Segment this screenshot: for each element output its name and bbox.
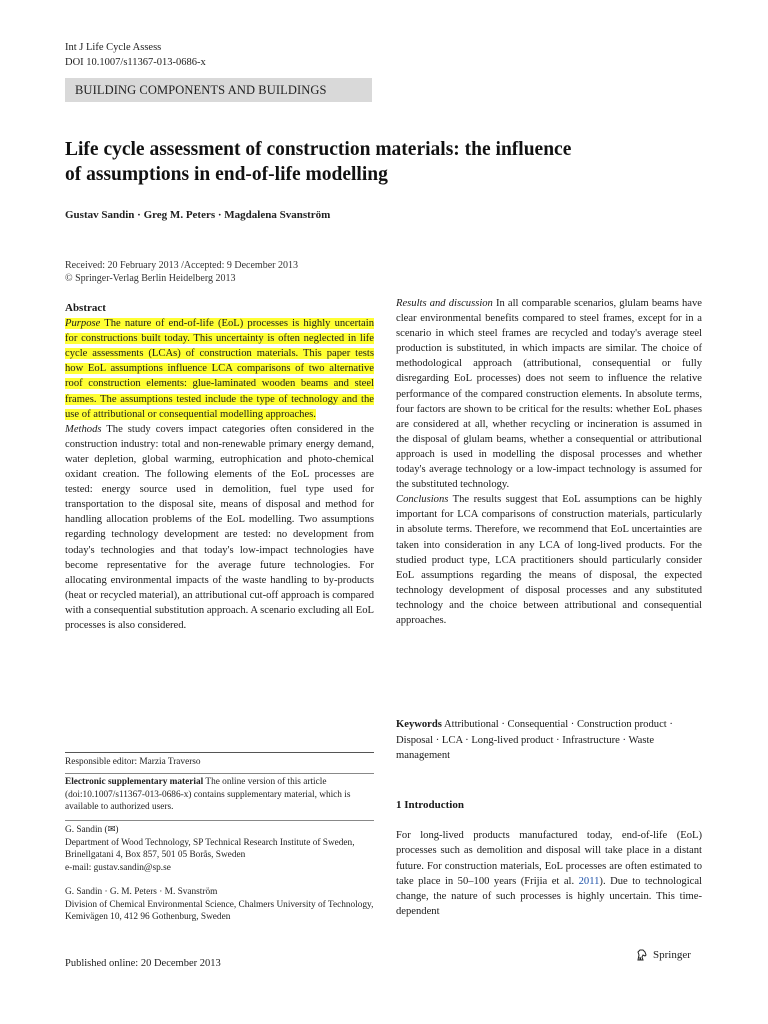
footnote-divider-2	[65, 773, 374, 774]
keywords-text: Attributional · Consequential · Construction product · Disposal · LCA · Long-lived product · Infrastructure · Waste management	[396, 719, 673, 761]
abstract-methods	[65, 422, 374, 633]
affil1-dept: Department of Wood Technology, SP Technical Research Institute of Sweden, Brinellgatani 4, Box 857, 501 05 Borås, Sweden	[65, 837, 355, 860]
affil2-dept: Division of Chemical Environmental Science, Chalmers University of Technology, Kemivägen 10, 412 96 Gothenburg, Sweden	[65, 899, 374, 922]
intro-paragraph	[396, 828, 702, 920]
abstract-purpose	[65, 316, 374, 422]
abstract-conclusions	[396, 492, 702, 628]
left-column	[65, 301, 374, 633]
intro-text-2: ). Due to technological change, the nature of such processes is highly uncertain. This time-dependent	[396, 875, 702, 918]
publisher-mark	[635, 948, 691, 962]
published-date: Published online: 20 December 2013	[65, 958, 221, 969]
abstract-results	[396, 296, 702, 492]
citation-link[interactable]: 2011	[578, 875, 600, 887]
affiliation-2	[65, 886, 374, 924]
esm-text: The online version of this article (doi:10.1007/s11367-013-0686-x) contains supplementary material, which is available to authorized users.	[65, 777, 351, 812]
esm-label: Electronic supplementary material	[65, 777, 204, 787]
methods-text: The study covers impact categories often considered in the construction industry: total and non-renewable primary energy demand, water depletion, global warming, eutrophication and photo-chemical oxidant creation. The following elements of the EoL processes are tested: energy source used in demolition, fuel type used for transportation to the disposal site, means of disposal and method for handling allocation problems of the EoL modelling. Two assumptions regarding technology development are tested: no development from today's technologies and that today's low-impact technologies have become representative for the average future technologies. For allocating environmental impacts of the waste handling to by-products (heat or recycled material), an attributional cut-off approach is compared with a consequential substitution approach. A scenario excluding all EoL processes is also considered.	[65, 423, 374, 631]
title-line-1: Life cycle assessment of construction materials: the influence	[65, 139, 572, 160]
conclusions-label: Conclusions	[396, 494, 449, 506]
affil1-email[interactable]: e-mail: gustav.sandin@sp.se	[65, 862, 171, 873]
affil1-name: G. Sandin (✉)	[65, 825, 119, 835]
purpose-label: Purpose	[65, 318, 101, 330]
title-line-2: of assumptions in end-of-life modelling	[65, 164, 388, 185]
journal-name: Int J Life Cycle Assess	[65, 42, 162, 53]
section-banner: BUILDING COMPONENTS AND BUILDINGS	[65, 78, 372, 102]
keywords	[396, 717, 702, 764]
doi: DOI 10.1007/s11367-013-0686-x	[65, 57, 206, 68]
intro-heading: 1 Introduction	[396, 799, 464, 811]
springer-horse-icon	[635, 948, 649, 962]
methods-label: Methods	[65, 423, 102, 435]
responsible-editor: Responsible editor: Marzia Traverso	[65, 757, 201, 767]
footnote-divider	[65, 752, 374, 753]
intro-text-1: For long-lived products manufactured today, end-of-life (EoL) processes such as demolition and disposal will take place in a distant future. For construction materials, EoL processes are often estimated to take place in 50–100 years (Frijia et al.	[396, 830, 702, 887]
abstract-heading: Abstract	[65, 302, 106, 314]
conclusions-text: The results suggest that EoL assumptions can be highly important for LCA comparisons of construction materials, particularly in absolute terms. Therefore, we recommend that EoL uncertainties are taken into consideration in any LCA of long-lived products. For the studied product type, LCA practitioners should particularly consider EoL assumptions regarding the means of disposal, the expected technology development of disposal processes and any substituted technology and the choice between attributional and consequential approaches.	[396, 494, 702, 626]
copyright: © Springer-Verlag Berlin Heidelberg 2013	[65, 273, 236, 284]
right-column	[396, 296, 702, 628]
affiliation-1	[65, 824, 374, 874]
highlighted-purpose	[65, 318, 374, 420]
footnote-divider-3	[65, 820, 374, 821]
authors: Gustav Sandin · Greg M. Peters · Magdalena Svanström	[65, 209, 331, 221]
received-date: Received: 20 February 2013 /Accepted: 9 December 2013	[65, 260, 298, 271]
keywords-label: Keywords	[396, 719, 442, 730]
results-text: In all comparable scenarios, glulam beams have clear environmental benefits compared to steel frames, except for in a scenario in which steel frames are recycled and today's average steel production is substituted, in which impacts are similar. The choice of methodological approach (attributional, consequential or fully disregarding EoL processes) does not seem to influence the relative performance of the compared construction elements. In absolute terms, four factors are shown to be critical for the results: whether EoL phases are considered at all, whether recycling or incineration is assumed in the disposal of glulam beams, whether a consequential or attributional approach is used in modelling the disposal processes and whether today's average technology or a low-impact technology is assumed for the substituted technology.	[396, 298, 702, 491]
dates	[65, 259, 298, 285]
publisher-name: Springer	[653, 949, 691, 961]
affil2-names: G. Sandin · G. M. Peters · M. Svanström	[65, 887, 218, 897]
results-label: Results and discussion	[396, 298, 493, 309]
purpose-text: The nature of end-of-life (EoL) processes is highly uncertain for constructions built today. This uncertainty is often neglected in life cycle assessments (LCAs) of construction materials. This paper tests how EoL assumptions influence LCA comparisons of two alternative roof construction elements: glue-laminated wooden beams and steel frames. The assumptions tested include the type of technology and the use of attributional or consequential modelling approaches.	[65, 318, 374, 420]
article-title	[65, 137, 705, 187]
esm-note	[65, 776, 374, 814]
